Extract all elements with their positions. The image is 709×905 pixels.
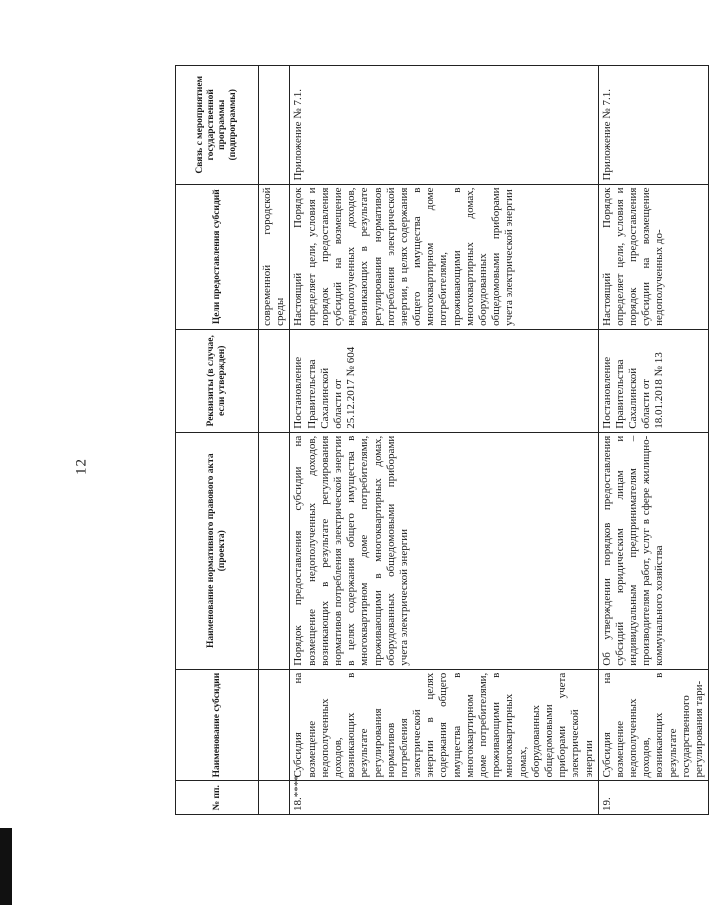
cell-requisites: Постановление Правительства Сахалинской области от 25.12.2017 № 604 <box>290 329 598 432</box>
cell-number: 18.**** <box>290 781 598 815</box>
header-goals: Цели предоставления субсидий <box>176 184 259 329</box>
subsidies-table <box>175 65 709 815</box>
cell-goal: Настоящий Порядок определяет цели, условия и порядок предоставления субсидии на возмещение недополученных до- <box>598 184 709 329</box>
cell-act-name: Об утверждении порядков предоставления субсидий юридическим лицам и индивидуальным предпринимателям – производителям работ, услуг в сфере жилищно-коммунального хозяйства <box>598 432 709 669</box>
cell-subsidy-name: Субсидия на возмещение недополученных доходов, возникающих в результате регулирования нормативов потребления электрической энергии в целях содержания общего имущества в многоквартирном доме потребителями, проживающими в многоквартирных домах, оборудованных общедомовыми приборами учета электрической энергии <box>290 669 598 781</box>
header-program-link: Связь с мероприятием государственной программы (подпрограммы) <box>176 66 259 185</box>
table-row <box>290 66 598 815</box>
cell-requisites: Постановление Правительства Сахалинской области от 18.01.2018 № 13 <box>598 329 709 432</box>
cell-goal-continuation: современной городской среды <box>259 184 290 329</box>
table-row-continuation <box>259 66 290 815</box>
cell-empty <box>259 66 290 185</box>
rotated-page-content <box>175 65 705 815</box>
cell-program-link: Приложение № 7.1. <box>598 66 709 185</box>
cell-act-name: Порядок предоставления субсидии на возмещение недополученных доходов, возникающих в результате регулирования нормативов потребления электрической энергии в целях содержания общего имущества в многоквартирном доме потребителями, проживающими в многоквартирных домах, оборудованных общедомовыми приборами учета электрической энергии <box>290 432 598 669</box>
cell-goal: Настоящий Порядок определяет цели, условия и порядок предоставления субсидий на возмещение недополученных доходов, возникающих в результате регулирования нормативов потребления электрической энергии, в целях содержания общего имущества в многоквартирном доме потребителями, проживающими в многоквартирных домах, оборудованных общедомовыми приборами учета электрической энергии <box>290 184 598 329</box>
cell-empty <box>259 432 290 669</box>
table-row <box>598 66 709 815</box>
cell-program-link: Приложение № 7.1. <box>290 66 598 185</box>
header-number: № пп. <box>176 781 259 815</box>
table-header-row <box>176 66 259 815</box>
cell-number: 19. <box>598 781 709 815</box>
header-requisites: Реквизиты (в случае, если утвержден) <box>176 329 259 432</box>
page-number: 12 <box>73 458 90 475</box>
cell-empty <box>259 781 290 815</box>
cell-empty <box>259 669 290 781</box>
scan-margin-bar <box>0 828 12 905</box>
cell-subsidy-name: Субсидия на возмещение недополученных доходов, возникающих в результате государственного регулирования тари- <box>598 669 709 781</box>
cell-empty <box>259 329 290 432</box>
header-act-name: Наименование нормативного правового акта (проекта) <box>176 432 259 669</box>
header-subsidy-name: Наименование субсидии <box>176 669 259 781</box>
